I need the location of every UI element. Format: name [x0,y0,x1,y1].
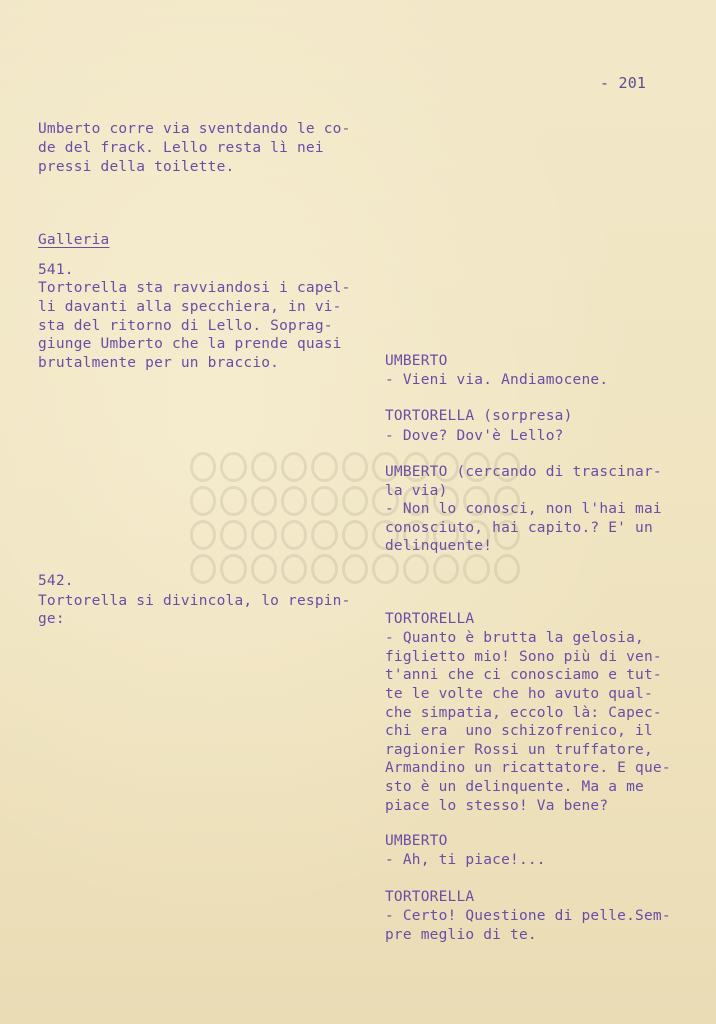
dialogue-line: sto è un delinquente. Ma a me [385,779,644,795]
scene-541-line-3: sta del ritorno di Lello. Soprag- [38,318,333,334]
dialogue-line: pre meglio di te. [385,927,537,943]
dialogue-line: che simpatia, eccolo là: Capec- [385,705,662,721]
speaker-umberto: UMBERTO [385,833,448,849]
dialogue-line: la via) [385,483,448,499]
intro-line-3: pressi della toilette. [38,159,235,175]
speaker-tortorella: TORTORELLA [385,889,475,905]
dialogue-line: t'anni che ci conosciamo e tut- [385,667,662,683]
scene-542-line-1: Tortorella si divincola, lo respin- [38,593,351,609]
scene-541-line-4: giunge Umberto che la prende quasi [38,336,342,352]
embossed-stamp-watermark [190,452,520,580]
dialogue-line: - Quanto è brutta la gelosia, [385,630,644,646]
scene-541-number: 541. [38,262,74,278]
dialogue-line: delinquente! [385,538,493,554]
scene-542-line-2: ge: [38,611,65,627]
speaker-tortorella: TORTORELLA (sorpresa) [385,408,573,424]
scene-heading: Galleria [38,232,110,248]
scene-541-line-5: brutalmente per un braccio. [38,355,280,371]
intro-line-2: de del frack. Lello resta lì nei [38,140,324,156]
dialogue-line: conosciuto, hai capito.? E' un [385,520,653,536]
dialogue-line: - Ah, ti piace!... [385,852,546,868]
dialogue-line: Armandino un ricattatore. E que- [385,760,671,776]
page-number: - 201 [600,74,647,92]
dialogue-line: - Vieni via. Andiamocene. [385,372,609,388]
dialogue-line: chi era uno schizofrenico, il [385,723,653,739]
speaker-tortorella: TORTORELLA [385,611,475,627]
speaker-umberto: UMBERTO (cercando di trascinar- [385,464,662,480]
dialogue-line: ragionier Rossi un truffatore, [385,742,653,758]
speaker-umberto: UMBERTO [385,353,448,369]
dialogue-line: - Non lo conosci, non l'hai mai [385,501,662,517]
scene-542-number: 542. [38,573,74,589]
dialogue-line: piace lo stesso! Va bene? [385,798,609,814]
dialogue-line: figlietto mio! Sono più di ven- [385,649,662,665]
dialogue-line: te le volte che ho avuto qual- [385,686,653,702]
scene-541-line-2: li davanti alla specchiera, in vi- [38,299,342,315]
dialogue-line: - Dove? Dov'è Lello? [385,428,564,444]
dialogue-line: - Certo! Questione di pelle.Sem- [385,908,671,924]
scene-541-line-1: Tortorella sta ravviandosi i capel- [38,280,351,296]
intro-line-1: Umberto corre via sventdando le co- [38,121,351,137]
